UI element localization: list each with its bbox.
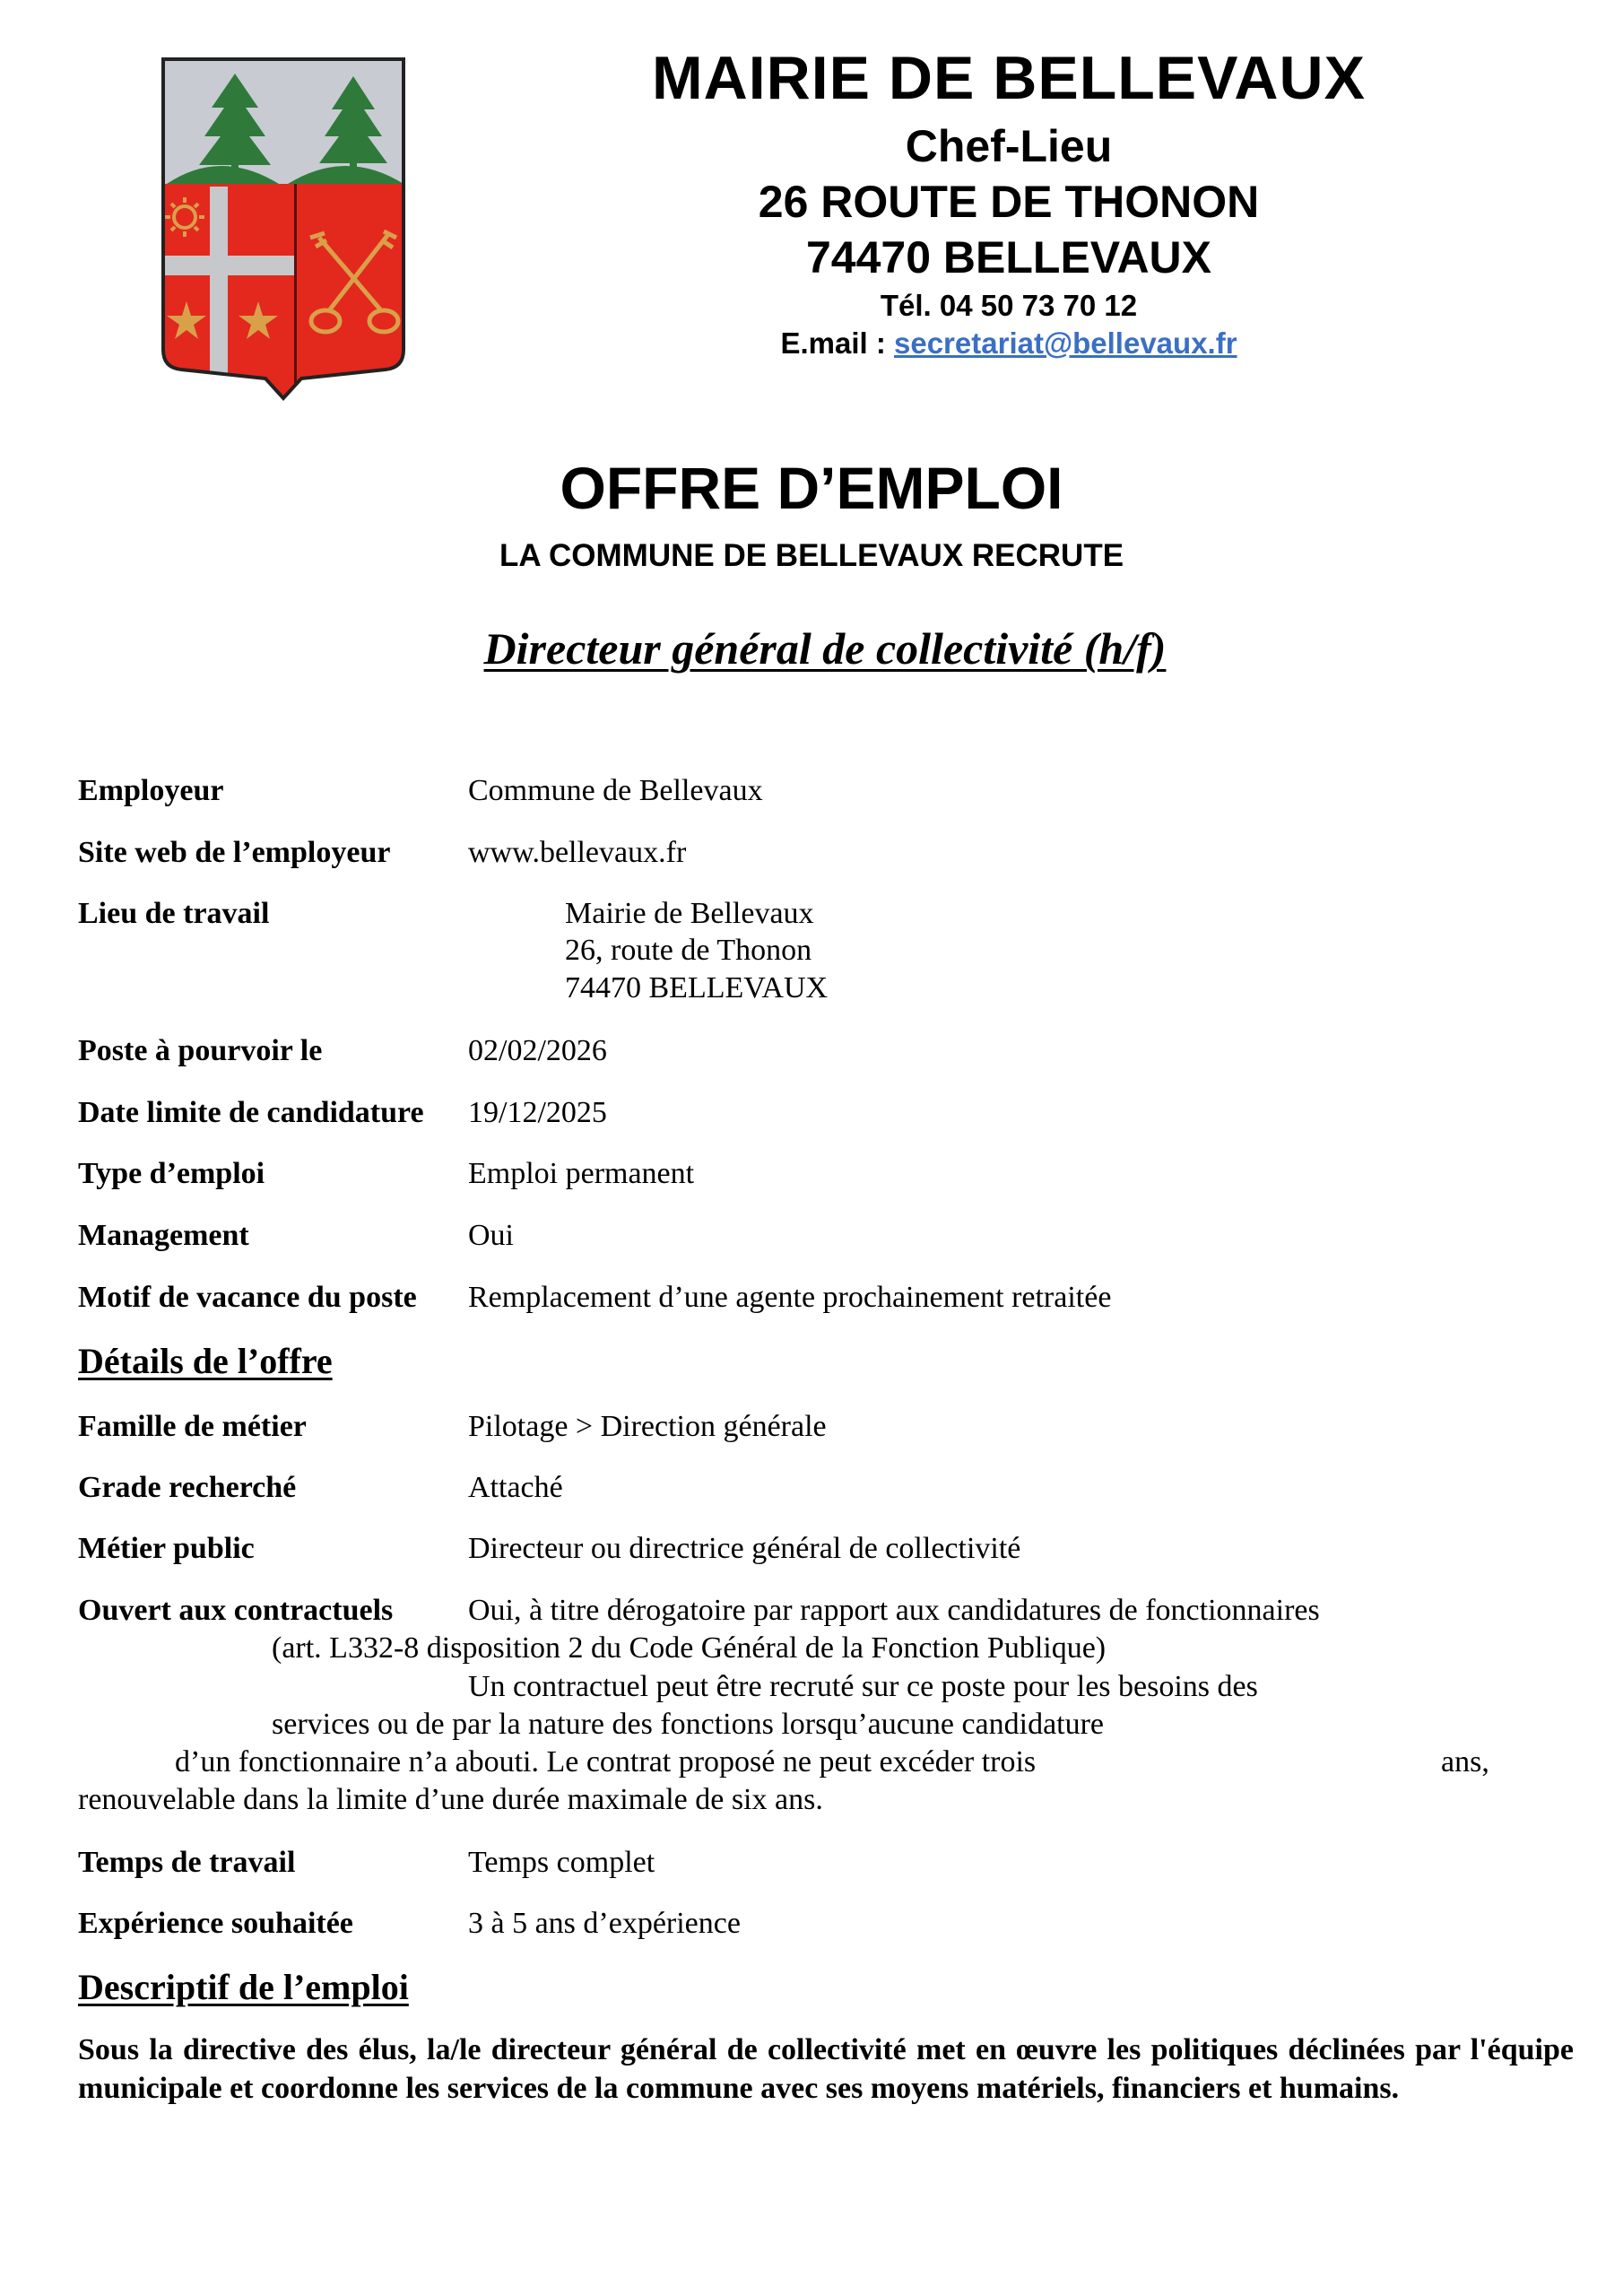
contractuels-line: ans, [1441, 1745, 1489, 1779]
field-label-date-limite: Date limite de candidature [78, 1096, 424, 1129]
phone-number: Tél. 04 50 73 70 12 [880, 289, 1138, 322]
section-heading-details: Détails de l’offre [78, 1341, 333, 1381]
section-heading-descriptif: Descriptif de l’emploi [78, 1967, 409, 2007]
field-label-grade: Grade recherché [78, 1471, 297, 1504]
address-line-3: 74470 BELLEVAUX [805, 232, 1212, 283]
contractuels-line: Oui, à titre dérogatoire par rapport aux candidatures de fonctionnaires [468, 1594, 1320, 1627]
email-link[interactable]: secretariat@bellevaux.fr [894, 326, 1237, 360]
email-label: E.mail : [780, 326, 894, 360]
address-line-2: 26 ROUTE DE THONON [758, 177, 1260, 227]
field-value-lieu-line: 74470 BELLEVAUX [565, 971, 829, 1004]
field-value-famille: Pilotage > Direction générale [468, 1410, 827, 1443]
field-value-poste: 02/02/2026 [468, 1034, 607, 1067]
job-title: Directeur général de collectivité (h/f) [483, 623, 1167, 674]
address-line-1: Chef-Lieu [905, 121, 1113, 171]
field-label-type: Type d’emploi [78, 1157, 265, 1190]
field-label-management: Management [78, 1219, 249, 1252]
field-value-lieu-line: Mairie de Bellevaux [565, 897, 814, 930]
mairie-title: MAIRIE DE BELLEVAUX [651, 44, 1367, 112]
field-value-metier: Directeur ou directrice général de collectivité [468, 1532, 1021, 1565]
contractuels-line: services ou de par la nature des fonctions lorsqu’aucune candidature [272, 1708, 1105, 1741]
crest-cross [210, 187, 228, 375]
field-label-site-web: Site web de l’employeur [78, 836, 391, 869]
field-label-contractuels: Ouvert aux contractuels [78, 1594, 394, 1627]
offer-subheading: LA COMMUNE DE BELLEVAUX RECRUTE [499, 538, 1124, 573]
job-description: Sous la directive des élus, la/le directeur général de collectivité met en œuvre les politiques déclinées par l'équipe municipale et coordonne les services de la commune avec ses moyens matériels, financiers et humains. [78, 2033, 1574, 2105]
field-value-management: Oui [468, 1219, 514, 1252]
field-value-grade: Attaché [468, 1471, 563, 1504]
field-label-temps: Temps de travail [78, 1846, 296, 1879]
field-value-temps: Temps complet [468, 1846, 655, 1879]
field-value-site-web: www.bellevaux.fr [468, 836, 687, 869]
field-value-employeur: Commune de Bellevaux [468, 774, 763, 807]
field-value-date-limite: 19/12/2025 [468, 1096, 607, 1129]
field-label-poste: Poste à pourvoir le [78, 1034, 323, 1067]
field-value-type: Emploi permanent [468, 1157, 695, 1190]
bellevaux-coat-of-arms-logo [158, 54, 409, 402]
field-value-experience: 3 à 5 ans d’expérience [468, 1907, 741, 1940]
field-label-lieu: Lieu de travail [78, 897, 270, 930]
field-label-metier: Métier public [78, 1532, 255, 1565]
offer-heading: OFFRE D’EMPLOI [560, 455, 1063, 521]
contractuels-line: Un contractuel peut être recruté sur ce poste pour les besoins des [468, 1670, 1258, 1703]
field-value-lieu-line: 26, route de Thonon [565, 934, 812, 967]
contractuels-line: (art. L332-8 disposition 2 du Code Général de la Fonction Publique) [272, 1631, 1107, 1665]
field-label-motif: Motif de vacance du poste [78, 1281, 417, 1314]
contractuels-line: renouvelable dans la limite d’une durée maximale de six ans. [78, 1783, 823, 1816]
field-label-famille: Famille de métier [78, 1410, 307, 1443]
contractuels-line: d’un fonctionnaire n’a abouti. Le contrat proposé ne peut excéder trois [175, 1745, 1037, 1779]
email-line [574, 326, 1444, 361]
crest-sky [158, 54, 409, 184]
field-label-employeur: Employeur [78, 774, 224, 807]
field-label-experience: Expérience souhaitée [78, 1907, 353, 1940]
field-value-motif: Remplacement d’une agente prochainement retraitée [468, 1281, 1112, 1314]
